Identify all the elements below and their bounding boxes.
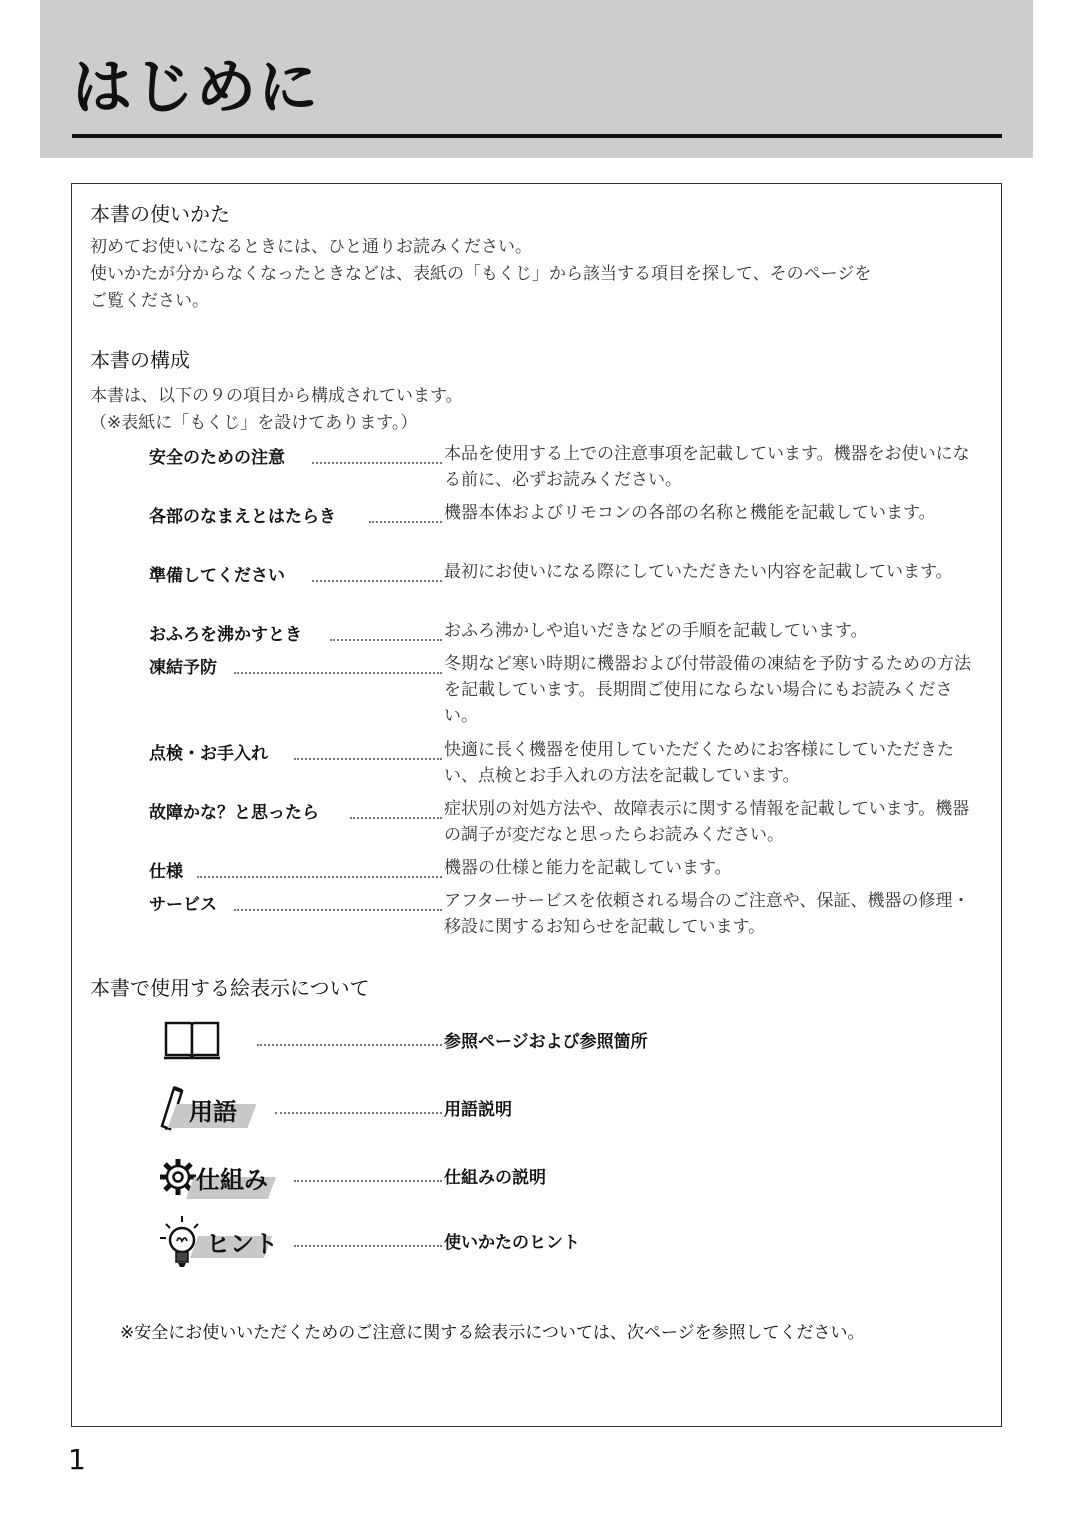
structure-item-name: サービス [149, 895, 217, 915]
structure-item-name: 準備してください [149, 566, 285, 586]
structure-item-desc: おふろ沸かしや追いだきなどの手順を記載しています。 [444, 621, 868, 641]
leader-dots [312, 580, 442, 582]
leader-dots [197, 876, 442, 878]
footnote: ※安全にお使いいただくためのご注意に関する絵表示については、次ページを参照してください。 [120, 1323, 865, 1343]
term-badge: 用語 [189, 1098, 237, 1126]
structure-item-desc: 症状別の対処方法や、故障表示に関する情報を記載しています。機器の調子が変だなと思ったらお読みください。 [444, 799, 970, 845]
structure-item-desc: 機器本体およびリモコンの各部の名称と機能を記載しています。 [444, 503, 936, 523]
structure-item-name: 仕様 [149, 862, 183, 882]
symbol-label: 参照ページおよび参照箇所 [444, 1032, 648, 1052]
structure-item-name: 安全のための注意 [149, 448, 285, 468]
structure-item-name: 凍結予防 [149, 658, 217, 678]
structure-item-name: 各部のなまえとはたらき [149, 507, 336, 527]
leader-dots [369, 521, 442, 523]
structure-item-desc: 本品を使用する上での注意事項を記載しています。機器をお使いになる前に、必ずお読みください。 [444, 444, 970, 490]
leader-dots [294, 758, 442, 760]
page-title: はじめに [72, 53, 320, 123]
symbols-heading: 本書で使用する絵表示について [90, 976, 370, 1000]
leader-dots [312, 462, 442, 464]
book-icon [162, 1020, 222, 1062]
leader-dots [350, 817, 442, 819]
symbol-label: 用語説明 [444, 1100, 512, 1120]
structure-item-name: 故障かな？と思ったら [149, 803, 319, 823]
mechanism-badge: 仕組み [196, 1166, 268, 1194]
usage-line: 初めてお使いになるときには、ひと通りお読みください。 [90, 237, 532, 257]
structure-item-desc: 最初にお使いになる際にしていただきたい内容を記載しています。 [444, 562, 953, 582]
structure-intro: （※表紙に「もくじ」を設けてあります。） [90, 413, 418, 433]
symbol-label: 仕組みの説明 [444, 1168, 546, 1188]
structure-item-desc: 快適に長く機器を使用していただくためにお客様にしていただきたい、点検とお手入れの方法を記載しています。 [444, 740, 954, 786]
structure-item-name: 点検・お手入れ [149, 744, 268, 764]
structure-item-desc: 冬期など寒い時期に機器および付帯設備の凍結を予防するための方法を記載しています。長期間ご使用にならない場合にもお読みください。 [444, 654, 971, 726]
leader-dots [234, 672, 442, 674]
usage-heading: 本書の使いかた [90, 202, 230, 226]
leader-dots [234, 909, 442, 911]
usage-line: ご覧ください。 [90, 291, 209, 311]
leader-dots [330, 639, 442, 641]
structure-item-desc: アフターサービスを依頼される場合のご注意や、保証、機器の修理・移設に関するお知らせを記載しています。 [444, 891, 970, 937]
leader-dots [257, 1044, 442, 1046]
leader-dots [294, 1245, 442, 1247]
leader-dots [294, 1180, 442, 1182]
title-rule [72, 134, 1002, 138]
content-box [71, 183, 1002, 1427]
leader-dots [275, 1112, 442, 1114]
structure-item-name: おふろを沸かすとき [149, 625, 302, 645]
page-number: 1 [68, 1443, 86, 1476]
hint-badge: ヒント [206, 1230, 278, 1258]
structure-intro: 本書は、以下の９の項目から構成されています。 [90, 386, 463, 406]
symbol-label: 使いかたのヒント [444, 1233, 580, 1253]
usage-line: 使いかたが分からなくなったときなどは、表紙の「もくじ」から該当する項目を探して、そのページを [90, 264, 872, 284]
structure-heading: 本書の構成 [90, 348, 190, 372]
structure-item-desc: 機器の仕様と能力を記載しています。 [444, 858, 732, 878]
